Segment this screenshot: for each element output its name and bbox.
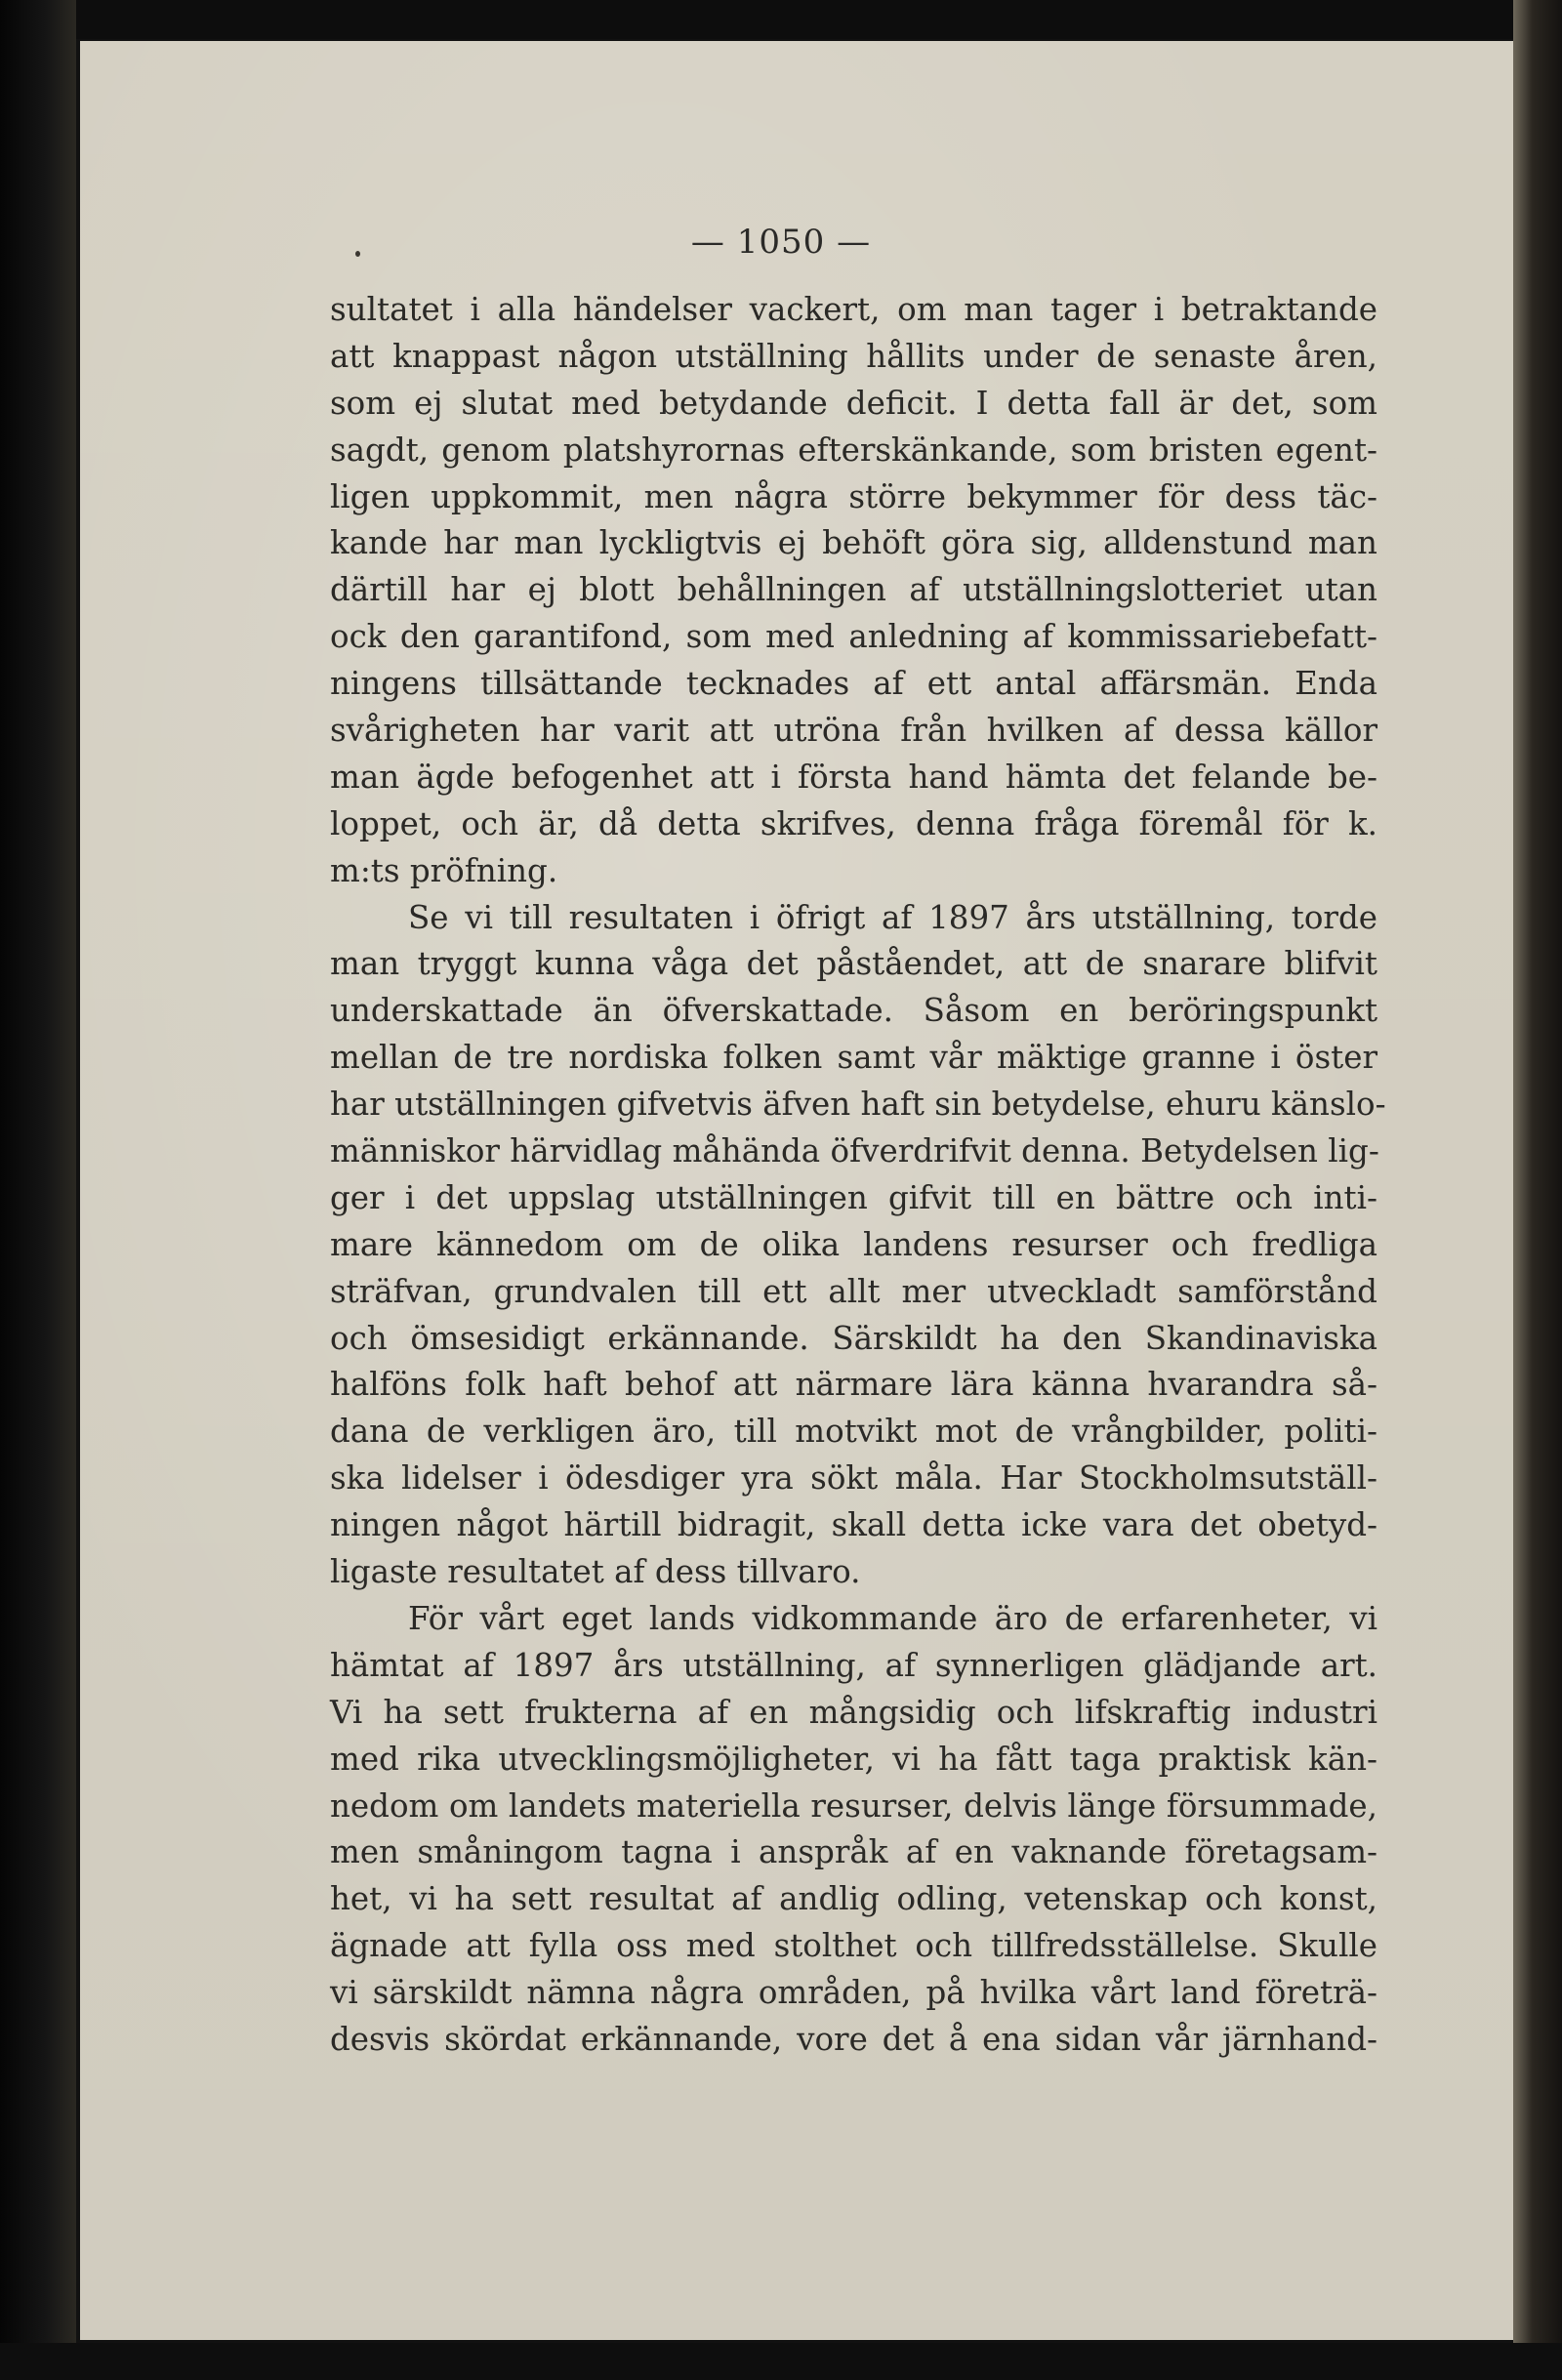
text-line: som ej slutat med betydande deficit. I detta fall är det, som [330,384,1377,422]
text-line: ägnade att fylla oss med stolthet och tillfredsställelse. Skulle [330,1927,1377,1965]
text-line: därtill har ej blott behållningen af utställningslotteriet utan [330,571,1377,609]
book-edge [1513,0,1562,2380]
text-line: mare kännedom om de olika landens resurser och fredliga [330,1225,1377,1263]
text-line: het, vi ha sett resultat af andlig odling, vetenskap och konst, [330,1880,1377,1918]
text-line: människor härvidlag måhända öfverdrifvit denna. Betydelsen lig- [330,1132,1379,1170]
text-line: sträfvan, grundvalen till ett allt mer utveckladt samförstånd [330,1272,1377,1310]
scan-left-border [0,0,76,2380]
text-line: sagdt, genom platshyrornas efterskänkande, som bristen egent- [330,431,1377,469]
text-line: dana de verkligen äro, till motvikt mot de vrångbilder, politi- [330,1413,1377,1451]
text-line: ligaste resultatet af dess tillvaro. [330,1553,861,1591]
text-line: underskattade än öfverskattade. Såsom en beröringspunkt [330,992,1377,1030]
text-line: ger i det uppslag utställningen gifvit till en bättre och inti- [330,1178,1377,1216]
text-line: ock den garantifond, som med anledning af kommissariebefatt- [330,618,1377,656]
text-line: sultatet i alla händelser vackert, om man tager i betraktande [330,291,1377,328]
text-line: halföns folk haft behof att närmare lära känna hvarandra så- [330,1366,1377,1404]
text-line: hämtat af 1897 års utställning, af synnerligen glädjande art. [330,1646,1377,1684]
text-line: ligen uppkommit, men några större bekymmer för dess täc- [330,477,1377,515]
page-number: — 1050 — [690,223,872,262]
text-line: och ömsesidigt erkännande. Särskildt ha den Skandinaviska [330,1319,1377,1357]
text-line: har utställningen gifvetvis äfven haft sin betydelse, ehuru känslo- [330,1086,1386,1124]
text-line: med rika utvecklingsmöjligheter, vi ha fått taga praktisk kän- [330,1740,1377,1778]
text-line: man ägde befogenhet att i första hand hämta det felande be- [330,758,1377,796]
text-line: vi särskildt nämna några områden, på hvilka vårt land företrä- [330,1974,1377,2012]
text-line: men småningom tagna i anspråk af en vaknande företagsam- [330,1833,1377,1871]
text-line: ningen något härtill bidragit, skall detta icke vara det obetyd- [330,1506,1377,1544]
text-line: loppet, och är, då detta skrifves, denna fråga föremål för k. [330,804,1377,842]
text-line: kande har man lyckligtvis ej behöft göra sig, alldenstund man [330,524,1377,562]
text-line: Se vi till resultaten i öfrigt af 1897 års utställning, torde [408,898,1377,936]
text-line: ska lidelser i ödesdiger yra sökt måla. Har Stockholmsutställ- [330,1459,1377,1498]
text-line: svårigheten har varit att utröna från hvilken af dessa källor [330,712,1377,750]
text-line: man tryggt kunna våga det påståendet, att de snarare blifvit [330,945,1377,983]
scan-bottom-border [0,2343,1562,2380]
text-line: ningens tillsättande tecknades af ett antal affärsmän. Enda [330,665,1377,703]
text-line: desvis skördat erkännande, vore det å ena sidan vår järnhand- [330,2020,1377,2058]
text-line: nedom om landets materiella resurser, delvis länge försummade, [330,1786,1377,1825]
body-text [330,287,1386,2064]
text-line: m:ts pröfning. [330,851,558,889]
scan-top-border [0,0,1562,39]
text-line: mellan de tre nordiska folken samt vår mäktige granne i öster [330,1039,1377,1077]
text-line: För vårt eget lands vidkommande äro de erfarenheter, vi [408,1599,1377,1637]
text-line: Vi ha sett frukterna af en mångsidig och lifskraftig industri [330,1693,1377,1731]
text-line: att knappast någon utställning hållits under de senaste åren, [330,337,1377,375]
